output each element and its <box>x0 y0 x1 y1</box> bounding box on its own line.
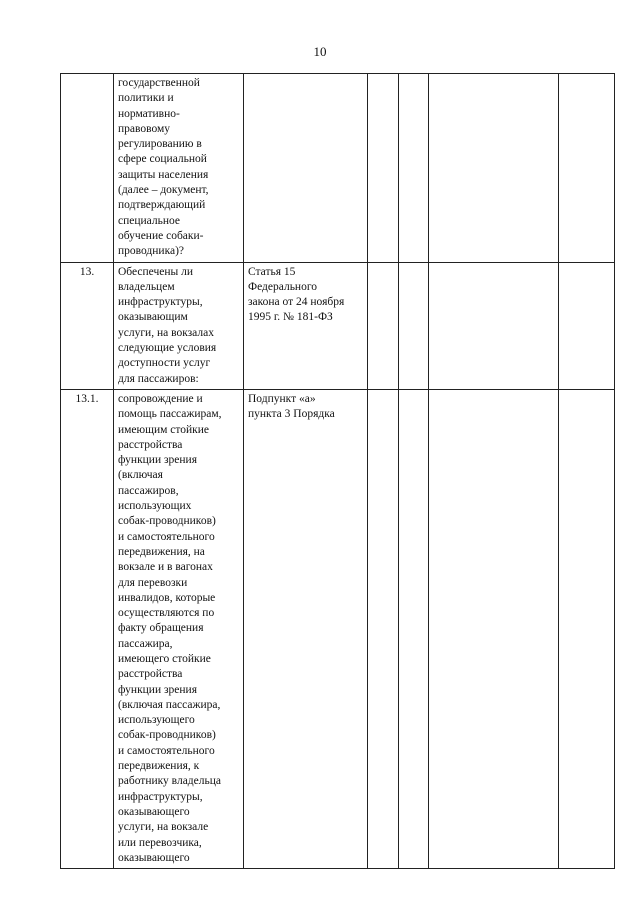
question-cell <box>114 262 244 389</box>
not-applicable-cell[interactable] <box>429 389 559 868</box>
answer-yes-cell[interactable] <box>368 74 399 263</box>
answer-yes-cell[interactable] <box>368 262 399 389</box>
question-text: сопровождение и помощь пассажирам, имеющим стойкие расстройства функции зрения (включая пассажиров, использующих собак-проводников) и самостоятельного передвижения, на вокзале и в вагонах для перевозки инвалидов, которые осуществляются по факту обращения пассажира, имеющего стойкие расстройства функции зрения (включая пассажира, использующего собак-проводников) и самостоятельного передвижения, к работнику владельца инфраструктуры, оказывающего услуги, на вокзале или перевозчика, оказывающего <box>118 392 222 864</box>
note-cell[interactable] <box>559 262 615 389</box>
reference-cell <box>244 262 368 389</box>
reference-text: Статья 15 Федерального закона от 24 ноября 1995 г. № 181-ФЗ <box>248 265 345 324</box>
answer-no-cell[interactable] <box>399 262 429 389</box>
reference-cell <box>244 74 368 263</box>
row-number: 13. <box>61 262 114 389</box>
question-text: государственной политики и нормативно- правовому регулированию в сфере социальной защиты населения (далее – документ, подтверждающий специальное обучение собаки- проводника)? <box>118 77 209 258</box>
reference-cell <box>244 389 368 868</box>
answer-yes-cell[interactable] <box>368 389 399 868</box>
question-text: Обеспечены ли владельцем инфраструктуры, оказывающим услуги, на вокзалах следующие условия доступности услуг для пассажиров: <box>118 265 217 385</box>
table-row <box>61 389 615 868</box>
question-cell <box>114 389 244 868</box>
question-cell <box>114 74 244 263</box>
table-row <box>61 262 615 389</box>
note-cell[interactable] <box>559 74 615 263</box>
row-number: 13.1. <box>61 389 114 868</box>
answer-no-cell[interactable] <box>399 74 429 263</box>
page-number: 10 <box>313 44 327 59</box>
answer-no-cell[interactable] <box>399 389 429 868</box>
row-number <box>61 74 114 263</box>
reference-text: Подпункт «а» пункта 3 Порядка <box>248 392 335 421</box>
not-applicable-cell[interactable] <box>429 262 559 389</box>
note-cell[interactable] <box>559 389 615 868</box>
checklist-table <box>60 73 615 869</box>
not-applicable-cell[interactable] <box>429 74 559 263</box>
table-row <box>61 74 615 263</box>
